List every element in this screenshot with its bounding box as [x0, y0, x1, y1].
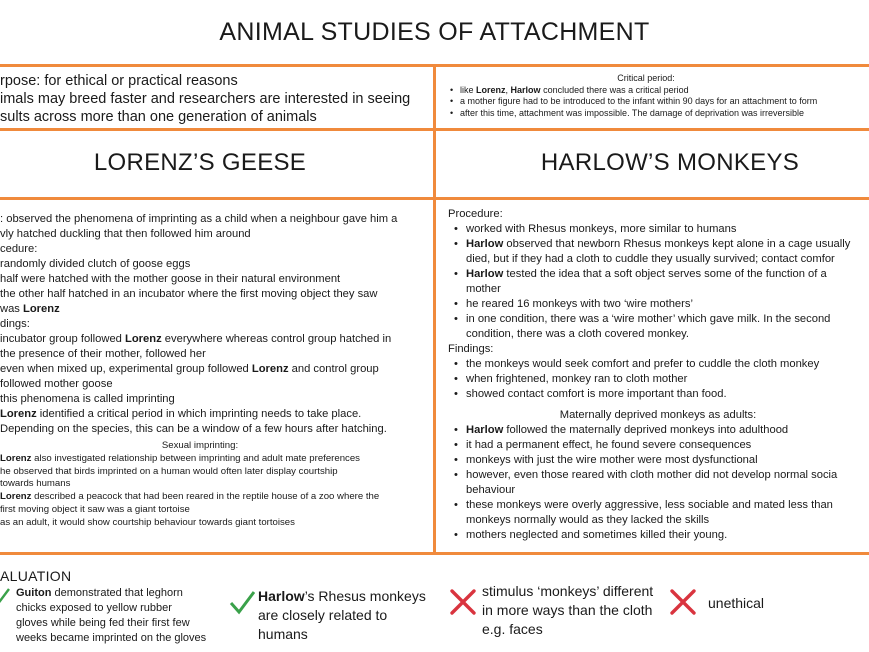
lorenz-body: [0, 212, 432, 542]
list-item: • the monkeys would seek comfort and prefer to cuddle the cloth monkey: [448, 357, 869, 372]
list-item: • showed contact comfort is more important than food.: [448, 387, 869, 402]
sexual-imprinting-heading: Sexual imprinting:: [161, 440, 239, 451]
harlow-evaluation-point: Harlow’s Rhesus monkeys are closely related to humans: [258, 588, 426, 642]
list-item: Lorenz identified a critical period in which imprinting needs to take place.: [0, 408, 362, 420]
divider-vertical: [433, 64, 436, 555]
intro-line: sults across more than one generation of animals: [0, 109, 317, 125]
lorenz-findings-label: dings:: [0, 318, 30, 330]
critical-period-heading: Critical period:: [617, 73, 675, 83]
list-item: • when frightened, monkey ran to cloth mother: [448, 372, 869, 387]
list-item: • Harlow observed that newborn Rhesus monkeys kept alone in a cage usually died, but if they had a cloth to cuddle they usually survived; contact comfor: [448, 237, 869, 267]
evaluation-heading: ALUATION: [0, 568, 72, 584]
intro-line: imals may breed faster and researchers are interested in seeing: [0, 91, 411, 107]
harlow-heading: HARLOW’S MONKEYS: [540, 149, 800, 176]
intro-text: [0, 72, 410, 126]
list-item: Lorenz also investigated relationship between imprinting and adult mate preferences: [0, 452, 360, 464]
list-item: Depending on the species, this can be a window of a few hours after hatching.: [0, 423, 387, 435]
list-item: this phenomena is called imprinting: [0, 393, 175, 405]
list-item: • monkeys with just the wire mother were most dysfunctional: [448, 453, 869, 468]
list-item: the other half hatched in an incubator where the first moving object they saw: [0, 288, 378, 300]
list-item: Lorenz described a peacock that had been reared in the reptile house of a zoo where the: [0, 491, 380, 503]
guiton-point: Guiton demonstrated that leghorn chicks exposed to yellow rubber gloves while being fed their first few weeks became imprinted on the gloves: [16, 587, 207, 644]
list-item: • Harlow followed the maternally deprived monkeys into adulthood: [448, 423, 869, 438]
intro-line: rpose: for ethical or practical reasons: [0, 73, 238, 89]
list-item: incubator group followed Lorenz everywhere whereas control group hatched in: [0, 333, 392, 345]
list-item: randomly divided clutch of goose eggs: [0, 258, 191, 270]
tick-icon: [0, 587, 10, 603]
lorenz-procedure-label: cedure:: [0, 243, 38, 255]
list-item: even when mixed up, experimental group followed Lorenz and control group: [0, 363, 379, 375]
list-item: • like Lorenz, Harlow concluded there was a critical period: [446, 85, 866, 97]
list-item: the presence of their mother, followed her: [0, 348, 206, 360]
list-item: • worked with Rhesus monkeys, more similar to humans: [448, 222, 869, 237]
list-item: first moving object it saw was a giant tortoise: [0, 503, 190, 515]
list-item: • mothers neglected and sometimes killed their young.: [448, 528, 869, 543]
list-item: half were hatched with the mother goose in their natural environment: [0, 273, 341, 285]
list-item: was Lorenz: [0, 303, 60, 315]
adults-heading: Maternally deprived monkeys as adults:: [559, 409, 757, 421]
unethical-point: unethical: [708, 595, 765, 611]
cross-icon: [669, 588, 697, 616]
tick-icon: [229, 589, 255, 615]
list-item: • he reared 16 monkeys with two ‘wire mothers’: [448, 297, 869, 312]
cross-icon: [449, 588, 477, 616]
list-item: • it had a permanent effect, he found severe consequences: [448, 438, 869, 453]
stimulus-point: stimulus ‘monkeys’ different in more ways than the cloth e.g. faces: [482, 583, 654, 637]
lorenz-aim-line: : observed the phenomena of imprinting as a child when a neighbour gave him a: [0, 213, 398, 225]
harlow-body: [448, 207, 869, 547]
list-item: • in one condition, there was a ‘wire mother’ which gave milk. In the second condition, there was a cloth covered monkey.: [448, 312, 869, 342]
lorenz-aim-line: vly hatched duckling that then followed him around: [0, 228, 251, 240]
list-item: • these monkeys were overly aggressive, less sociable and mated less than monkeys normally would as they lacked the skills: [448, 498, 869, 528]
list-item: • after this time, attachment was impossible. The damage of deprivation was irreversible: [446, 108, 866, 120]
critical-period-box: [446, 73, 866, 119]
list-item: followed mother goose: [0, 378, 113, 390]
list-item: • a mother figure had to be introduced to the infant within 90 days for an attachment to form: [446, 96, 866, 108]
lorenz-heading: LORENZ’S GEESE: [93, 149, 307, 176]
list-item: he observed that birds imprinted on a human would often later display courtship: [0, 465, 338, 477]
page-title: ANIMAL STUDIES OF ATTACHMENT: [219, 18, 650, 46]
list-item: as an adult, it would show courtship behaviour towards giant tortoises: [0, 516, 295, 528]
list-item: • however, even those reared with cloth mother did not develop normal socia behaviour: [448, 468, 869, 498]
list-item: • Harlow tested the idea that a soft object serves some of the function of a mother: [448, 267, 869, 297]
list-item: towards humans: [0, 478, 71, 490]
harlow-findings-label: Findings:: [448, 343, 494, 355]
harlow-procedure-label: Procedure:: [448, 208, 503, 220]
